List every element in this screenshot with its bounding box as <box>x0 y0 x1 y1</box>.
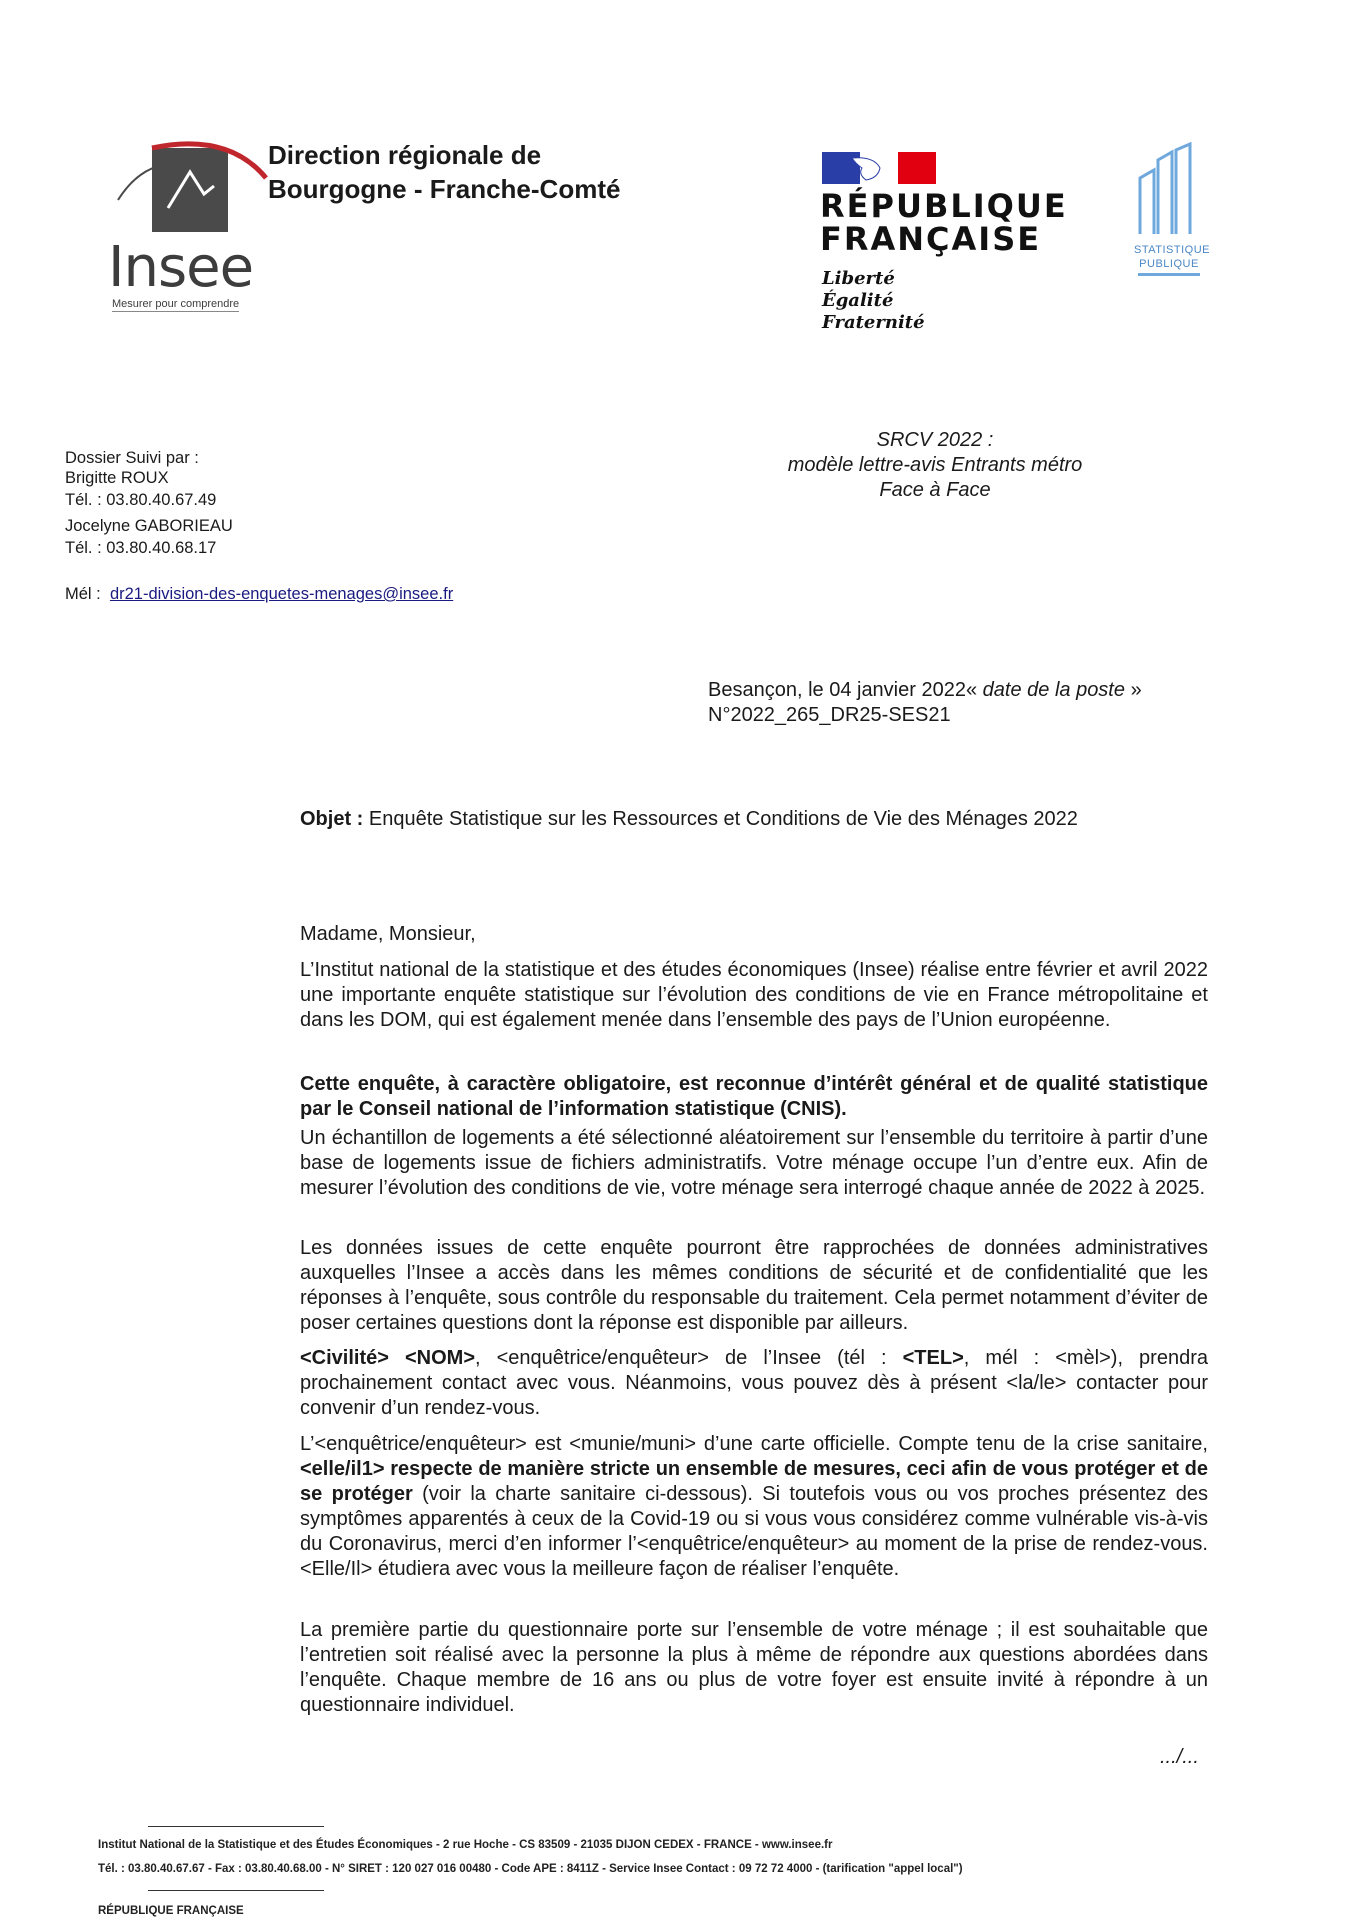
srcv-line1: SRCV 2022 : <box>876 429 994 451</box>
paragraph-5 <box>300 1346 1208 1421</box>
rf-name-line1: RÉPUBLIQUE <box>820 187 1068 225</box>
mail-label: Mél : <box>65 585 101 603</box>
motto-fraternite: Fraternité <box>822 312 925 333</box>
paragraph-3-text: Un échantillon de logements a été sélectionné aléatoirement sur l’ensemble du territoire à partir d’une base de logements issue de fichiers administratifs. Votre ménage occupe l’un d’entre eux. Afin de mesurer l’évolution des conditions de vie, votre ménage sera interrogé chaque année de 2022 à 2025. <box>300 1127 1208 1199</box>
direction-title <box>268 138 620 206</box>
p6-text-2: (voir la charte sanitaire ci-dessous). Si toutefois vous ou vos proches présentez des symptômes apparentés à ceux de la Covid-19 ou si vous vous considérez comme vulnérable vis-à-vis du Coronavirus, merci d’en informer l’<enquêtrice/enquêteur> au moment de la prise de rendez-vous. <Elle/Il> étudiera avec vous la meilleure façon de réaliser l’enquête. <box>300 1483 1208 1580</box>
statistique-publique-text <box>1134 243 1210 271</box>
p5-text-1: , <enquêtrice/enquêteur> de l’Insee (tél : <box>475 1347 903 1369</box>
p5-tel: <TEL> <box>902 1347 964 1369</box>
postmark-text: date de la poste <box>982 679 1125 701</box>
insee-logo <box>108 138 268 318</box>
paragraph-6-text <box>300 1432 1208 1582</box>
contact-person2-tel: Tél. : 03.80.40.68.17 <box>65 539 217 557</box>
contact-person2-name: Jocelyne GABORIEAU <box>65 517 233 535</box>
paragraph-2 <box>300 1072 1208 1122</box>
republique-francaise-wordmark <box>820 187 1068 258</box>
subject-label: Objet : <box>300 808 364 830</box>
footer-rule-bottom <box>148 1890 324 1891</box>
stat-logo-line2: PUBLIQUE <box>1139 258 1199 270</box>
footer-address: Institut National de la Statistique et des Études Économiques - 2 rue Hoche - CS 83509 - 21035 DIJON CEDEX - FRANCE - www.insee.fr <box>98 1839 833 1851</box>
insee-emblem-icon <box>108 138 268 243</box>
contact-person1-name: Brigitte ROUX <box>65 469 169 487</box>
srcv-line2: modèle lettre-avis Entrants métro <box>787 454 1083 476</box>
mail-link[interactable]: dr21-division-des-enquetes-menages@insee.fr <box>109 585 454 603</box>
motto-liberte: Liberté <box>822 268 895 289</box>
footer-rule-top <box>148 1826 324 1827</box>
paragraph-4 <box>300 1236 1208 1336</box>
rf-name-line2: FRANÇAISE <box>820 220 1042 258</box>
continued-marker: .../... <box>1160 1746 1199 1768</box>
direction-title-line1: Direction régionale de <box>268 140 542 170</box>
paragraph-7 <box>300 1618 1208 1718</box>
p6-text-1: L’<enquêtrice/enquêteur> est <munie/muni> d’une carte officielle. Compte tenu de la crise sanitaire, <box>300 1433 1208 1455</box>
insee-tagline: Mesurer pour comprendre <box>112 298 240 310</box>
stat-logo-underline <box>1138 273 1200 276</box>
footer-contacts: Tél. : 03.80.40.67.67 - Fax : 03.80.40.68.00 - N° SIRET : 120 027 016 00480 - Code APE : 8411Z - Service Insee Contact : 09 72 72 4000 - (tarification "appel local") <box>98 1863 963 1875</box>
close-quote: » <box>1130 679 1142 701</box>
paragraph-2-text: Cette enquête, à caractère obligatoire, est reconnue d’intérêt général et de qualité statistique par le Conseil national de l’information statistique (CNIS). <box>300 1073 1208 1120</box>
paragraph-1 <box>300 958 1208 1033</box>
followed-by-label: Dossier Suivi par : <box>65 449 199 467</box>
date-reference <box>708 678 1142 728</box>
direction-title-line2: Bourgogne - Franche-Comté <box>268 174 621 204</box>
subject-text: Enquête Statistique sur les Ressources et Conditions de Vie des Ménages 2022 <box>368 808 1078 830</box>
statistique-publique-logo <box>1134 142 1210 282</box>
paragraph-4-text: Les données issues de cette enquête pourront être rapprochées de données administratives auxquelles l’Insee a accès dans les mêmes conditions de sécurité et de confidentialité que les réponses à l’enquête, sous contrôle du responsable du traitement. Cela permet notamment d’éviter de poser certaines questions dont la réponse est disponible par ailleurs. <box>300 1237 1208 1334</box>
place-date <box>708 678 1142 703</box>
mail-line <box>65 584 453 604</box>
insee-wordmark: Insee <box>108 235 254 300</box>
republique-motto <box>822 268 925 334</box>
srcv-model-note <box>700 428 1170 503</box>
paragraph-6 <box>300 1432 1208 1582</box>
place-date-text: Besançon, le 04 janvier 2022« <box>708 679 978 701</box>
subject-line <box>300 806 1078 832</box>
paragraph-1-text: L’Institut national de la statistique et des études économiques (Insee) réalise entre février et avril 2022 une importante enquête statistique sur l’évolution des conditions de vie en France métropolitaine et dans les DOM, qui est également menée dans l’ensemble des pays de l’Union européenne. <box>300 959 1208 1031</box>
srcv-line3: Face à Face <box>879 479 991 501</box>
contact-person1-tel: Tél. : 03.80.40.67.49 <box>65 491 217 509</box>
reference-number: N°2022_265_DR25-SES21 <box>708 704 951 726</box>
paragraph-7-text: La première partie du questionnaire porte sur l’ensemble de votre ménage ; il est souhaitable que l’entretien soit réalisé avec la personne la plus à même de répondre aux questions abordées dans l’enquête. Chaque membre de 16 ans ou plus de votre foyer est ensuite invité à répondre à un questionnaire individuel. <box>300 1619 1208 1716</box>
marianne-flag-icon <box>822 150 936 186</box>
stat-logo-line1: STATISTIQUE <box>1134 244 1210 256</box>
paragraph-5-text <box>300 1346 1208 1421</box>
paragraph-3 <box>300 1126 1208 1201</box>
p5-text-2: , mél : <mèl>), prendra prochainement contact avec vous. Néanmoins, vous pouvez dès à présent <la/le> contacter pour convenir d’un rendez-vous. <box>300 1347 1208 1419</box>
statistique-publique-icon <box>1134 142 1204 238</box>
p6-bold: <elle/il1> respecte de manière stricte un ensemble de mesures, ceci afin de vous protéger et de se protéger <box>300 1458 1208 1505</box>
salutation: Madame, Monsieur, <box>300 923 476 945</box>
p5-civility-name: <Civilité> <NOM> <box>300 1347 475 1369</box>
footer-republique: RÉPUBLIQUE FRANÇAISE <box>98 1905 244 1917</box>
motto-egalite: Égalité <box>822 290 894 311</box>
